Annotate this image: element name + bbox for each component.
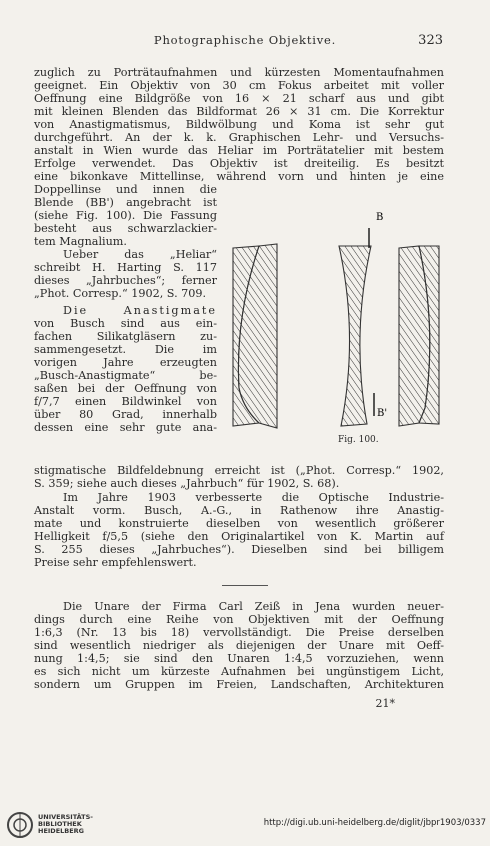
middle-biconcave-lens — [339, 246, 371, 426]
text-line: geeignet. Ein Objektiv von 30 cm Fokus arbeitet mit voller — [34, 79, 444, 92]
text-line: dessen eine sehr gute ana- — [34, 421, 217, 434]
source-url: http://digi.ub.uni-heidelberg.de/diglit/jbpr1903/0337 — [263, 818, 486, 828]
text-line: (siehe Fig. 100). Die Fassung — [34, 209, 217, 222]
text-line: sind wesentlich niedriger als diejenigen der Unare mit Oeff- — [34, 639, 444, 652]
page-footer — [0, 806, 490, 846]
page-number: 323 — [418, 33, 443, 48]
text-line: von Anastigmatismus, Bildwölbung und Koma ist sehr gut — [34, 118, 444, 131]
text-line: fachen Silikatgläsern zu- — [34, 330, 217, 343]
text-line: „Phot. Corresp.“ 1902, S. 709. — [34, 287, 207, 300]
text-line: S. 255 dieses „Jahrbuches“). Dieselben sind bei billigem — [34, 543, 444, 556]
text-line: durchgeführt. An der k. k. Graphischen Lehr- und Versuchs- — [34, 131, 444, 144]
text-line: besteht aus schwarzlackier- — [34, 222, 217, 235]
text-line: Doppellinse und innen die — [34, 183, 217, 196]
text-line: anstalt in Wien wurde das Heliar im Porträtatelier mit bestem — [34, 144, 444, 157]
library-seal-icon — [6, 811, 34, 839]
text-line: Die Unare der Firma Carl Zeiß in Jena wurden neuer- — [63, 600, 444, 613]
text-line: Oeffnung eine Bildgröße von 16 × 21 scharf aus und gibt — [34, 92, 444, 105]
text-line: nung 1:4,5; sie sind den Unaren 1:4,5 vorzuziehen, wenn — [34, 652, 444, 665]
text-line: tem Magnalium. — [34, 235, 127, 248]
text-line: „Busch-Anastigmate“ be- — [34, 369, 217, 382]
text-line: sondern um Gruppen im Freien, Landschaften, Architekturen — [34, 678, 444, 691]
text-line: von Busch sind aus ein- — [34, 317, 217, 330]
section-divider — [222, 585, 268, 586]
library-name-line: BIBLIOTHEK — [38, 820, 82, 828]
text-line: saßen bei der Oeffnung von — [34, 382, 217, 395]
label-b: B — [376, 212, 384, 223]
library-name-line: UNIVERSITÄTS- — [38, 813, 93, 821]
text-line: zuglich zu Porträtaufnahmen und kürzesten Momentaufnahmen — [34, 66, 444, 79]
text-line: über 80 Grad, innerhalb — [34, 408, 217, 421]
text-line: S. 359; siehe auch dieses „Jahrbuch“ für 1902, S. 68). — [34, 477, 340, 490]
text-line: vorigen Jahre erzeugten — [34, 356, 217, 369]
signature-mark: 21* — [375, 697, 395, 710]
text-line: Helligkeit f/5,5 (siehe den Originalartikel von K. Martin auf — [34, 530, 444, 543]
library-name-line: HEIDELBERG — [38, 827, 85, 835]
text-line: mit kleinen Blenden das Bildformat 26 × 31 cm. Die Korrektur — [34, 105, 444, 118]
text-line: mate und konstruierte dieselben von wesentlich größerer — [34, 517, 444, 530]
text-line: Im Jahre 1903 verbesserte die Optische Industrie- — [63, 491, 444, 504]
left-doublet-lens — [233, 244, 277, 428]
text-line: sammengesetzt. Die im — [34, 343, 217, 356]
text-line: schreibt H. Harting S. 117 — [34, 261, 217, 274]
text-line: dings durch eine Reihe von Objektiven mit der Oeffnung — [34, 613, 444, 626]
text-line: stigmatische Bildfeldebnung erreicht ist („Phot. Corresp.“ 1902, — [34, 464, 444, 477]
running-title: Photographische Objektive. — [153, 33, 337, 47]
label-b-prime: B' — [377, 408, 388, 419]
text-line: Preise sehr empfehlenswert. — [34, 556, 197, 569]
text-line: Anstalt vorm. Busch, A.-G., in Rathenow ihre Anastig- — [34, 504, 444, 517]
text-line: 1:6,3 (Nr. 13 bis 18) vervollständigt. Die Preise derselben — [34, 626, 444, 639]
text-line: Ueber das „Heliar“ — [63, 248, 217, 261]
figure-caption: Fig. 100. — [338, 435, 379, 445]
lens-diagram-figure — [229, 212, 444, 443]
text-line: dieses „Jahrbuches“; ferner — [34, 274, 217, 287]
text-line: Blende (BB') angebracht ist — [34, 196, 217, 209]
text-line: f/7,7 einen Bildwinkel von — [34, 395, 217, 408]
text-line: Erfolge verwendet. Das Objektiv ist dreiteilig. Es besitzt — [34, 157, 444, 170]
text-line: Die Anastigmate — [63, 304, 217, 317]
text-line: es sich nicht um kürzeste Aufnahmen bei ungünstigem Licht, — [34, 665, 444, 678]
page-header — [0, 33, 490, 51]
library-name — [38, 814, 93, 835]
text-line: eine bikonkave Mittellinse, während vorn und hinten je eine — [34, 170, 444, 183]
right-doublet-lens — [399, 246, 439, 426]
